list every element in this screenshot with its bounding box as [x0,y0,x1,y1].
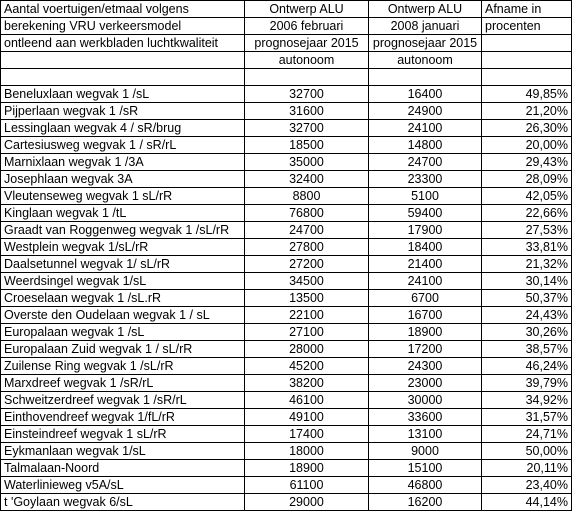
percent-decrease-cell[interactable]: 44,14% [482,494,572,511]
percent-decrease-cell[interactable]: 38,57% [482,341,572,358]
road-name-cell[interactable]: Overste den Oudelaan wegvak 1 / sL [1,307,245,324]
table-row [1,392,572,409]
alu-2006-cell[interactable]: 8800 [245,188,369,205]
table-row [1,188,572,205]
percent-decrease-cell[interactable]: 24,43% [482,307,572,324]
road-name-cell[interactable]: Eykmanlaan wegvak 1/sL [1,443,245,460]
percent-decrease-cell[interactable]: 46,24% [482,358,572,375]
alu-2006-cell[interactable]: 27100 [245,324,369,341]
alu-2008-cell[interactable]: 24300 [369,358,482,375]
road-name-cell[interactable]: Europalaan Zuid wegvak 1 / sL/rR [1,341,245,358]
alu-2008-cell[interactable]: 16400 [369,86,482,103]
alu-2006-cell[interactable]: 27800 [245,239,369,256]
header-row [1,18,572,35]
alu-2008-cell[interactable]: 33600 [369,409,482,426]
header-alu-cell[interactable]: prognosejaar 2015 [245,35,369,52]
alu-2006-cell[interactable]: 31600 [245,103,369,120]
road-name-cell[interactable]: Vleutenseweg wegvak 1 sL/rR [1,188,245,205]
header-percent-cell[interactable] [482,35,572,52]
alu-2006-cell[interactable]: 32700 [245,86,369,103]
table-row [1,341,572,358]
blank-cell[interactable] [245,69,369,86]
road-name-cell[interactable]: Schweitzerdreef wegvak 1 /sR/rL [1,392,245,409]
alu-2008-cell[interactable]: 30000 [369,392,482,409]
road-name-cell[interactable]: Daalsetunnel wegvak 1/ sL/rR [1,256,245,273]
alu-2008-cell[interactable]: 17200 [369,341,482,358]
alu-2006-cell[interactable]: 49100 [245,409,369,426]
table-row [1,137,572,154]
alu-2008-cell[interactable]: 16700 [369,307,482,324]
alu-2008-cell[interactable]: 15100 [369,460,482,477]
percent-decrease-cell[interactable]: 50,00% [482,443,572,460]
table-row [1,154,572,171]
blank-cell[interactable] [1,69,245,86]
road-name-cell[interactable]: Cartesiusweg wegvak 1 / sR/rL [1,137,245,154]
alu-2008-cell[interactable]: 23300 [369,171,482,188]
alu-2008-cell[interactable]: 59400 [369,205,482,222]
alu-2006-cell[interactable]: 22100 [245,307,369,324]
alu-2006-cell[interactable]: 46100 [245,392,369,409]
blank-row [1,69,572,86]
percent-decrease-cell[interactable]: 29,43% [482,154,572,171]
header-alu-cell[interactable]: autonoom [245,52,369,69]
header-alu-cell[interactable]: prognosejaar 2015 [369,35,482,52]
alu-2006-cell[interactable]: 34500 [245,273,369,290]
blank-spacer [1,69,572,86]
alu-2008-cell[interactable]: 24900 [369,103,482,120]
header-row [1,1,572,18]
table-header [1,1,572,69]
road-name-cell[interactable]: Josephlaan wegvak 3A [1,171,245,188]
road-name-cell[interactable]: Graadt van Roggenweg wegvak 1 /sL/rR [1,222,245,239]
percent-decrease-cell[interactable]: 21,32% [482,256,572,273]
percent-decrease-cell[interactable]: 42,05% [482,188,572,205]
alu-2008-cell[interactable]: 17900 [369,222,482,239]
percent-decrease-cell[interactable]: 23,40% [482,477,572,494]
percent-decrease-cell[interactable]: 24,71% [482,426,572,443]
road-name-cell[interactable]: Croeselaan wegvak 1 /sL.rR [1,290,245,307]
header-description-cell[interactable]: Aantal voertuigen/etmaal volgens [1,1,245,18]
alu-2006-cell[interactable]: 35000 [245,154,369,171]
table-body [1,86,572,511]
alu-2008-cell[interactable]: 24100 [369,120,482,137]
table-row [1,290,572,307]
percent-decrease-cell[interactable]: 49,85% [482,86,572,103]
percent-decrease-cell[interactable]: 20,11% [482,460,572,477]
table-row [1,443,572,460]
alu-2006-cell[interactable]: 18900 [245,460,369,477]
table-row [1,171,572,188]
header-description-cell[interactable]: ontleend aan werkbladen luchtkwaliteit [1,35,245,52]
percent-decrease-cell[interactable]: 27,53% [482,222,572,239]
table-row [1,477,572,494]
header-alu-cell[interactable]: autonoom [369,52,482,69]
header-alu-cell[interactable]: Ontwerp ALU [369,1,482,18]
percent-decrease-cell[interactable]: 21,20% [482,103,572,120]
table-row [1,460,572,477]
percent-decrease-cell[interactable]: 20,00% [482,137,572,154]
percent-decrease-cell[interactable]: 30,14% [482,273,572,290]
header-description-cell[interactable]: berekening VRU verkeersmodel [1,18,245,35]
road-name-cell[interactable]: Zuilense Ring wegvak 1 /sL/rR [1,358,245,375]
alu-2006-cell[interactable]: 27200 [245,256,369,273]
header-alu-cell[interactable]: 2006 februari [245,18,369,35]
percent-decrease-cell[interactable]: 22,66% [482,205,572,222]
table-row [1,239,572,256]
alu-2006-cell[interactable]: 13500 [245,290,369,307]
table-row [1,222,572,239]
table-row [1,103,572,120]
percent-decrease-cell[interactable]: 26,30% [482,120,572,137]
table-row [1,494,572,511]
road-name-cell[interactable]: Westplein wegvak 1/sL/rR [1,239,245,256]
header-alu-cell[interactable]: 2008 januari [369,18,482,35]
table-row [1,256,572,273]
alu-2008-cell[interactable]: 21400 [369,256,482,273]
alu-2006-cell[interactable]: 24700 [245,222,369,239]
percent-decrease-cell[interactable]: 39,79% [482,375,572,392]
alu-2006-cell[interactable]: 38200 [245,375,369,392]
percent-decrease-cell[interactable]: 31,57% [482,409,572,426]
road-name-cell[interactable]: Pijperlaan wegvak 1 /sR [1,103,245,120]
table-row [1,375,572,392]
alu-2008-cell[interactable]: 6700 [369,290,482,307]
alu-2008-cell[interactable]: 5100 [369,188,482,205]
road-name-cell[interactable]: Europalaan wegvak 1 /sL [1,324,245,341]
alu-2008-cell[interactable]: 18900 [369,324,482,341]
header-row [1,35,572,52]
road-name-cell[interactable]: Marxdreef wegvak 1 /sR/rL [1,375,245,392]
alu-2006-cell[interactable]: 76800 [245,205,369,222]
table-row [1,273,572,290]
alu-2008-cell[interactable]: 9000 [369,443,482,460]
table-row [1,324,572,341]
percent-decrease-cell[interactable]: 50,37% [482,290,572,307]
alu-2008-cell[interactable]: 16200 [369,494,482,511]
alu-2006-cell[interactable]: 17400 [245,426,369,443]
percent-decrease-cell[interactable]: 28,09% [482,171,572,188]
road-name-cell[interactable]: Talmalaan-Noord [1,460,245,477]
percent-decrease-cell[interactable]: 34,92% [482,392,572,409]
blank-cell[interactable] [369,69,482,86]
road-name-cell[interactable]: Einthovendreef wegvak 1/fL/rR [1,409,245,426]
alu-2006-cell[interactable]: 29000 [245,494,369,511]
table-row [1,86,572,103]
alu-2006-cell[interactable]: 32400 [245,171,369,188]
road-name-cell[interactable]: t 'Goylaan wegvak 6/sL [1,494,245,511]
road-name-cell[interactable]: Kinglaan wegvak 1 /tL [1,205,245,222]
road-name-cell[interactable]: Einsteindreef wegvak 1 sL/rR [1,426,245,443]
alu-2008-cell[interactable]: 18400 [369,239,482,256]
table-row [1,409,572,426]
alu-2006-cell[interactable]: 28000 [245,341,369,358]
road-name-cell[interactable]: Marnixlaan wegvak 1 /3A [1,154,245,171]
road-name-cell[interactable]: Beneluxlaan wegvak 1 /sL [1,86,245,103]
alu-2006-cell[interactable]: 32700 [245,120,369,137]
alu-2006-cell[interactable]: 61100 [245,477,369,494]
alu-2008-cell[interactable]: 14800 [369,137,482,154]
header-percent-cell[interactable] [482,52,572,69]
header-row [1,52,572,69]
table-row [1,426,572,443]
header-description-cell[interactable] [1,52,245,69]
alu-2008-cell[interactable]: 24100 [369,273,482,290]
road-name-cell[interactable]: Lessinglaan wegvak 4 / sR/brug [1,120,245,137]
road-name-cell[interactable]: Weerdsingel wegvak 1/sL [1,273,245,290]
alu-2008-cell[interactable]: 46800 [369,477,482,494]
alu-2008-cell[interactable]: 13100 [369,426,482,443]
alu-2008-cell[interactable]: 23000 [369,375,482,392]
percent-decrease-cell[interactable]: 30,26% [482,324,572,341]
header-alu-cell[interactable]: Ontwerp ALU [245,1,369,18]
alu-2006-cell[interactable]: 18000 [245,443,369,460]
percent-decrease-cell[interactable]: 33,81% [482,239,572,256]
alu-2008-cell[interactable]: 24700 [369,154,482,171]
table-row [1,120,572,137]
header-percent-cell[interactable]: Afname in [482,1,572,18]
alu-2006-cell[interactable]: 18500 [245,137,369,154]
header-percent-cell[interactable]: procenten [482,18,572,35]
alu-2006-cell[interactable]: 45200 [245,358,369,375]
table-row [1,307,572,324]
table-row [1,358,572,375]
table-row [1,205,572,222]
road-name-cell[interactable]: Waterlinieweg v5A/sL [1,477,245,494]
blank-cell[interactable] [482,69,572,86]
